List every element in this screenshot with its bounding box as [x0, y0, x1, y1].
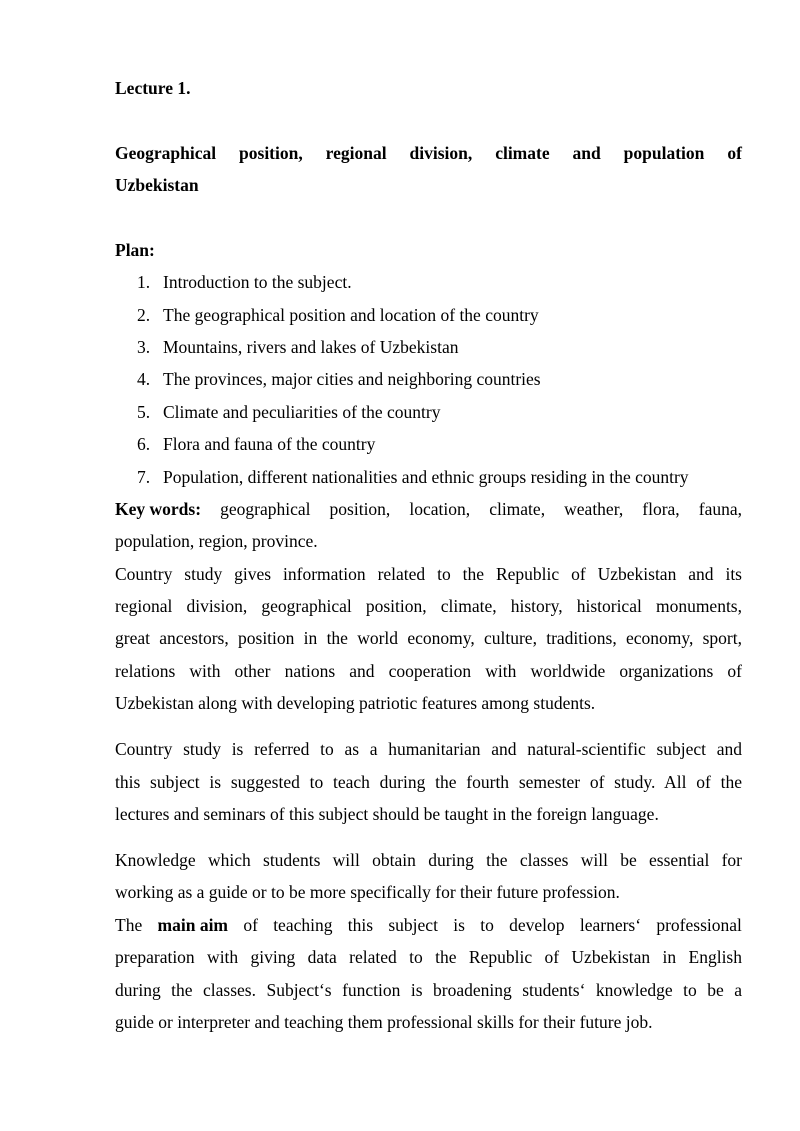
plan-item-text: Population, different nationalities and ethnic groups residing in the country — [163, 467, 689, 487]
paragraph-2-line: lectures and seminars of this subject should be taught in the foreign language. — [115, 804, 659, 824]
keyword: fauna, — [698, 499, 742, 519]
plan-item-text: Mountains, rivers and lakes of Uzbekistan — [163, 337, 459, 357]
topic-word: Geographical — [115, 143, 217, 163]
plan-item — [137, 339, 458, 357]
plan-item-text: The geographical position and location of the country — [163, 305, 539, 325]
topic-title-line-2: Uzbekistan — [115, 175, 199, 195]
topic-title-line-1 — [115, 145, 742, 163]
paragraph-4-line: preparation with giving data related to the Republic of Uzbekistan in English — [115, 947, 742, 967]
plan-item-number: 3. — [137, 337, 151, 357]
plan-item — [137, 469, 689, 487]
paragraph-2-line: this subject is suggested to teach during the fourth semester of study. All of the — [115, 772, 742, 792]
keyword: position, — [329, 499, 391, 519]
keyword: climate, — [489, 499, 546, 519]
paragraph-3-line: Knowledge which students will obtain during the classes will be essential for — [115, 850, 742, 870]
plan-item-text: Flora and fauna of the country — [163, 434, 376, 454]
word: The — [115, 915, 143, 935]
paragraph-1-line: regional division, geographical position, climate, history, historical monuments, — [115, 596, 742, 616]
keyword: weather, — [564, 499, 624, 519]
paragraph-4-line: during the classes. Subject‘s function is broadening students‘ knowledge to be a — [115, 980, 742, 1000]
topic-word: and — [572, 143, 601, 163]
plan-item-number: 6. — [137, 434, 151, 454]
word: to — [480, 915, 494, 935]
word: teaching — [273, 915, 333, 935]
plan-item-text: Introduction to the subject. — [163, 272, 352, 292]
plan-item — [137, 307, 539, 325]
topic-word: division, — [409, 143, 473, 163]
plan-item — [137, 371, 541, 389]
plan-item-number: 5. — [137, 402, 151, 422]
keyword: location, — [409, 499, 471, 519]
paragraph-3-line: working as a guide or to be more specifically for their future profession. — [115, 882, 620, 902]
word: is — [453, 915, 465, 935]
paragraph-1-line: great ancestors, position in the world economy, culture, traditions, economy, sport, — [115, 628, 742, 648]
keywords-label: Key words: — [115, 499, 202, 519]
plan-item-number: 1. — [137, 272, 151, 292]
keyword: flora, — [642, 499, 680, 519]
plan-item-text: Climate and peculiarities of the country — [163, 402, 441, 422]
plan-item-number: 7. — [137, 467, 151, 487]
plan-item-text: The provinces, major cities and neighboring countries — [163, 369, 541, 389]
plan-item — [137, 274, 352, 292]
topic-word: position, — [239, 143, 303, 163]
plan-heading: Plan: — [115, 240, 155, 260]
paragraph-2-line: Country study is referred to as a humanitarian and natural-scientific subject and — [115, 739, 742, 759]
topic-word: of — [727, 143, 742, 163]
word: learners‘ — [579, 915, 642, 935]
keywords-line-2: population, region, province. — [115, 531, 318, 551]
paragraph-4-line-1 — [115, 917, 742, 935]
word: develop — [509, 915, 565, 935]
keywords-line-1 — [115, 501, 742, 519]
plan-item-number: 2. — [137, 305, 151, 325]
plan-item — [137, 404, 440, 422]
word: of — [243, 915, 258, 935]
topic-word: population — [623, 143, 705, 163]
plan-item — [137, 436, 375, 454]
word: professional — [656, 915, 742, 935]
paragraph-1-line: Uzbekistan along with developing patriotic features among students. — [115, 693, 596, 713]
word: subject — [388, 915, 438, 935]
word: this — [347, 915, 374, 935]
topic-word: regional — [325, 143, 387, 163]
main-aim-emphasis: main aim — [157, 915, 229, 935]
paragraph-1-line: Country study gives information related to the Republic of Uzbekistan and its — [115, 564, 742, 584]
plan-item-number: 4. — [137, 369, 151, 389]
topic-word: climate — [495, 143, 550, 163]
keyword: geographical — [220, 499, 311, 519]
paragraph-1-line: relations with other nations and cooperation with worldwide organizations of — [115, 661, 742, 681]
lecture-title: Lecture 1. — [115, 78, 191, 98]
paragraph-4-line: guide or interpreter and teaching them professional skills for their future job. — [115, 1012, 653, 1032]
